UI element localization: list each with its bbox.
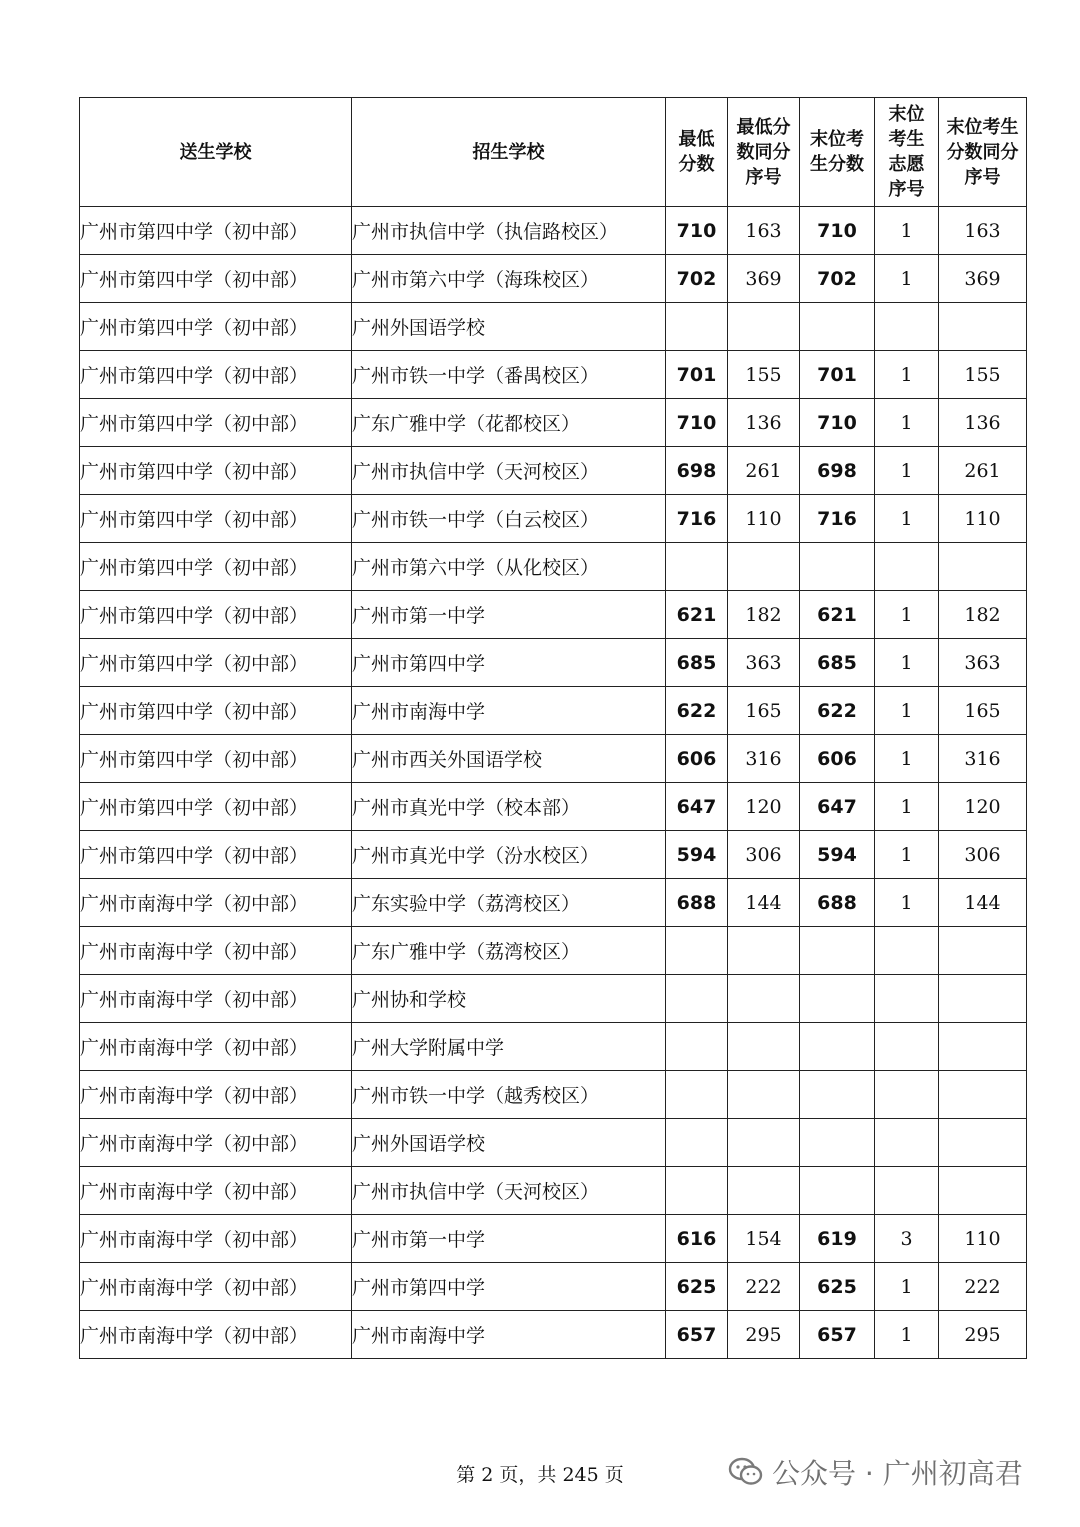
cell-last-score-rank: 261 [939, 447, 1027, 495]
cell-min-score-rank: 369 [728, 255, 800, 303]
cell-last-choice-order: 1 [875, 255, 939, 303]
table-row [80, 1119, 1027, 1167]
cell-last-score: 622 [800, 687, 875, 735]
cell-last-score-rank: 144 [939, 879, 1027, 927]
table-row [80, 303, 1027, 351]
table-row [80, 591, 1027, 639]
header-last-score-rank: 末位考生 分数同分 序号 [939, 98, 1027, 207]
cell-last-choice-order [875, 1071, 939, 1119]
cell-admitting-school: 广州市真光中学（校本部） [352, 783, 666, 831]
cell-last-choice-order [875, 1023, 939, 1071]
cell-admitting-school: 广州市执信中学（天河校区） [352, 447, 666, 495]
cell-last-score [800, 543, 875, 591]
cell-last-score-rank [939, 975, 1027, 1023]
cell-min-score-rank [728, 543, 800, 591]
cell-last-score [800, 1119, 875, 1167]
cell-last-choice-order: 1 [875, 447, 939, 495]
cell-last-choice-order: 1 [875, 879, 939, 927]
cell-last-choice-order [875, 1119, 939, 1167]
cell-last-score-rank [939, 1119, 1027, 1167]
cell-min-score: 710 [666, 207, 728, 255]
cell-last-score [800, 1023, 875, 1071]
cell-last-choice-order: 1 [875, 1263, 939, 1311]
cell-last-score [800, 1167, 875, 1215]
cell-last-score-rank [939, 303, 1027, 351]
cell-min-score [666, 543, 728, 591]
cell-admitting-school: 广州市第一中学 [352, 591, 666, 639]
cell-min-score [666, 1119, 728, 1167]
cell-last-choice-order: 1 [875, 687, 939, 735]
cell-sending-school: 广州市第四中学（初中部） [80, 255, 352, 303]
page-number: 第 2 页，共 245 页 [456, 1464, 624, 1486]
cell-sending-school: 广州市南海中学（初中部） [80, 1167, 352, 1215]
cell-admitting-school: 广州市西关外国语学校 [352, 735, 666, 783]
cell-admitting-school: 广州市铁一中学（越秀校区） [352, 1071, 666, 1119]
cell-admitting-school: 广州市南海中学 [352, 687, 666, 735]
cell-min-score-rank [728, 1071, 800, 1119]
cell-last-choice-order: 1 [875, 1311, 939, 1359]
cell-last-score: 701 [800, 351, 875, 399]
cell-admitting-school: 广州市执信中学（执信路校区） [352, 207, 666, 255]
cell-min-score-rank [728, 1167, 800, 1215]
cell-min-score-rank [728, 975, 800, 1023]
table-body [80, 207, 1027, 1359]
cell-min-score-rank: 154 [728, 1215, 800, 1263]
cell-min-score-rank [728, 1119, 800, 1167]
cell-last-score [800, 975, 875, 1023]
cell-sending-school: 广州市第四中学（初中部） [80, 447, 352, 495]
cell-min-score [666, 975, 728, 1023]
cell-last-choice-order [875, 975, 939, 1023]
cell-last-score-rank: 316 [939, 735, 1027, 783]
cell-min-score-rank [728, 1023, 800, 1071]
cell-min-score-rank: 144 [728, 879, 800, 927]
cell-last-score: 625 [800, 1263, 875, 1311]
cell-last-score: 621 [800, 591, 875, 639]
cell-admitting-school: 广州市第六中学（海珠校区） [352, 255, 666, 303]
table-row [80, 639, 1027, 687]
cell-min-score-rank [728, 303, 800, 351]
cell-last-choice-order: 1 [875, 591, 939, 639]
cell-last-score-rank [939, 1167, 1027, 1215]
cell-last-choice-order [875, 543, 939, 591]
cell-admitting-school: 广州大学附属中学 [352, 1023, 666, 1071]
header-min-score-rank: 最低分 数同分 序号 [728, 98, 800, 207]
cell-last-score: 647 [800, 783, 875, 831]
table-row [80, 879, 1027, 927]
cell-admitting-school: 广州市第一中学 [352, 1215, 666, 1263]
table-row [80, 255, 1027, 303]
cell-sending-school: 广州市第四中学（初中部） [80, 735, 352, 783]
cell-last-score-rank: 295 [939, 1311, 1027, 1359]
cell-min-score-rank: 182 [728, 591, 800, 639]
cell-admitting-school: 广州市真光中学（汾水校区） [352, 831, 666, 879]
cell-last-choice-order: 1 [875, 399, 939, 447]
admission-table [79, 97, 1027, 1359]
cell-last-score-rank [939, 1023, 1027, 1071]
table-row [80, 543, 1027, 591]
cell-sending-school: 广州市南海中学（初中部） [80, 879, 352, 927]
cell-min-score-rank: 155 [728, 351, 800, 399]
table-row [80, 495, 1027, 543]
cell-min-score: 657 [666, 1311, 728, 1359]
table-row [80, 1263, 1027, 1311]
header-admitting-school: 招生学校 [352, 98, 666, 207]
cell-last-score: 698 [800, 447, 875, 495]
cell-min-score: 594 [666, 831, 728, 879]
cell-sending-school: 广州市南海中学（初中部） [80, 1119, 352, 1167]
cell-last-score-rank [939, 927, 1027, 975]
cell-min-score: 625 [666, 1263, 728, 1311]
cell-min-score-rank: 163 [728, 207, 800, 255]
cell-min-score-rank [728, 927, 800, 975]
cell-min-score: 622 [666, 687, 728, 735]
cell-admitting-school: 广州外国语学校 [352, 1119, 666, 1167]
cell-admitting-school: 广东广雅中学（荔湾校区） [352, 927, 666, 975]
cell-min-score-rank: 261 [728, 447, 800, 495]
table-row [80, 1167, 1027, 1215]
cell-last-choice-order [875, 1167, 939, 1215]
cell-last-score: 710 [800, 207, 875, 255]
cell-last-score-rank: 369 [939, 255, 1027, 303]
cell-last-score-rank [939, 1071, 1027, 1119]
cell-min-score-rank: 295 [728, 1311, 800, 1359]
cell-admitting-school: 广州市第六中学（从化校区） [352, 543, 666, 591]
cell-last-score-rank: 363 [939, 639, 1027, 687]
cell-min-score [666, 1023, 728, 1071]
cell-last-score-rank: 110 [939, 495, 1027, 543]
table-row [80, 735, 1027, 783]
table-row [80, 1311, 1027, 1359]
cell-min-score [666, 303, 728, 351]
table-row [80, 783, 1027, 831]
cell-sending-school: 广州市南海中学（初中部） [80, 1071, 352, 1119]
cell-min-score: 621 [666, 591, 728, 639]
cell-sending-school: 广州市第四中学（初中部） [80, 591, 352, 639]
cell-last-choice-order: 1 [875, 831, 939, 879]
cell-last-score-rank: 163 [939, 207, 1027, 255]
cell-min-score: 716 [666, 495, 728, 543]
watermark-text: 公众号 · 广州初高君 [772, 1457, 1023, 1490]
cell-min-score: 710 [666, 399, 728, 447]
cell-last-score-rank: 110 [939, 1215, 1027, 1263]
cell-admitting-school: 广东实验中学（荔湾校区） [352, 879, 666, 927]
cell-sending-school: 广州市南海中学（初中部） [80, 975, 352, 1023]
watermark [728, 1452, 1023, 1492]
cell-last-choice-order: 1 [875, 639, 939, 687]
wechat-icon [728, 1457, 764, 1487]
cell-last-score-rank: 182 [939, 591, 1027, 639]
header-last-choice-order: 末位 考生 志愿 序号 [875, 98, 939, 207]
cell-last-score: 619 [800, 1215, 875, 1263]
cell-min-score [666, 1167, 728, 1215]
cell-min-score-rank: 222 [728, 1263, 800, 1311]
table-row [80, 975, 1027, 1023]
cell-last-choice-order: 1 [875, 351, 939, 399]
header-last-score: 末位考 生分数 [800, 98, 875, 207]
cell-min-score-rank: 165 [728, 687, 800, 735]
cell-last-score-rank: 165 [939, 687, 1027, 735]
cell-last-score: 594 [800, 831, 875, 879]
header-min-score: 最低 分数 [666, 98, 728, 207]
cell-last-score-rank: 306 [939, 831, 1027, 879]
cell-admitting-school: 广州市铁一中学（白云校区） [352, 495, 666, 543]
table-row [80, 447, 1027, 495]
cell-min-score-rank: 110 [728, 495, 800, 543]
cell-last-score: 688 [800, 879, 875, 927]
cell-last-score-rank: 120 [939, 783, 1027, 831]
table-row [80, 207, 1027, 255]
cell-last-choice-order [875, 927, 939, 975]
cell-min-score: 701 [666, 351, 728, 399]
cell-last-score-rank [939, 543, 1027, 591]
table-row [80, 1215, 1027, 1263]
cell-min-score: 698 [666, 447, 728, 495]
cell-last-score: 710 [800, 399, 875, 447]
cell-sending-school: 广州市第四中学（初中部） [80, 351, 352, 399]
cell-admitting-school: 广州外国语学校 [352, 303, 666, 351]
cell-sending-school: 广州市第四中学（初中部） [80, 303, 352, 351]
cell-last-choice-order: 3 [875, 1215, 939, 1263]
cell-sending-school: 广州市南海中学（初中部） [80, 1023, 352, 1071]
cell-min-score-rank: 316 [728, 735, 800, 783]
cell-admitting-school: 广州市执信中学（天河校区） [352, 1167, 666, 1215]
cell-admitting-school: 广州市第四中学 [352, 1263, 666, 1311]
cell-sending-school: 广州市第四中学（初中部） [80, 783, 352, 831]
cell-min-score-rank: 363 [728, 639, 800, 687]
cell-min-score: 616 [666, 1215, 728, 1263]
cell-min-score [666, 927, 728, 975]
cell-sending-school: 广州市第四中学（初中部） [80, 687, 352, 735]
cell-last-choice-order: 1 [875, 207, 939, 255]
cell-last-choice-order: 1 [875, 783, 939, 831]
cell-last-score-rank: 136 [939, 399, 1027, 447]
cell-sending-school: 广州市第四中学（初中部） [80, 399, 352, 447]
cell-sending-school: 广州市第四中学（初中部） [80, 207, 352, 255]
cell-last-score-rank: 155 [939, 351, 1027, 399]
cell-sending-school: 广州市南海中学（初中部） [80, 927, 352, 975]
cell-last-choice-order [875, 303, 939, 351]
header-sending-school: 送生学校 [80, 98, 352, 207]
cell-min-score-rank: 136 [728, 399, 800, 447]
cell-last-score: 685 [800, 639, 875, 687]
cell-admitting-school: 广州市第四中学 [352, 639, 666, 687]
cell-min-score: 647 [666, 783, 728, 831]
cell-sending-school: 广州市第四中学（初中部） [80, 831, 352, 879]
cell-admitting-school: 广东广雅中学（花都校区） [352, 399, 666, 447]
cell-last-score [800, 927, 875, 975]
cell-admitting-school: 广州市南海中学 [352, 1311, 666, 1359]
cell-min-score-rank: 306 [728, 831, 800, 879]
cell-admitting-school: 广州市铁一中学（番禺校区） [352, 351, 666, 399]
cell-last-score-rank: 222 [939, 1263, 1027, 1311]
cell-last-score: 657 [800, 1311, 875, 1359]
cell-sending-school: 广州市南海中学（初中部） [80, 1263, 352, 1311]
cell-sending-school: 广州市南海中学（初中部） [80, 1215, 352, 1263]
cell-last-score: 702 [800, 255, 875, 303]
cell-last-score: 606 [800, 735, 875, 783]
cell-last-choice-order: 1 [875, 735, 939, 783]
cell-min-score [666, 1071, 728, 1119]
cell-min-score: 606 [666, 735, 728, 783]
table-row [80, 1071, 1027, 1119]
cell-admitting-school: 广州协和学校 [352, 975, 666, 1023]
table-row [80, 1023, 1027, 1071]
cell-last-score [800, 303, 875, 351]
table-row [80, 831, 1027, 879]
table-row [80, 399, 1027, 447]
cell-sending-school: 广州市南海中学（初中部） [80, 1311, 352, 1359]
cell-last-choice-order: 1 [875, 495, 939, 543]
cell-sending-school: 广州市第四中学（初中部） [80, 495, 352, 543]
cell-last-score: 716 [800, 495, 875, 543]
cell-min-score: 702 [666, 255, 728, 303]
table-row [80, 927, 1027, 975]
cell-min-score: 688 [666, 879, 728, 927]
cell-sending-school: 广州市第四中学（初中部） [80, 543, 352, 591]
cell-sending-school: 广州市第四中学（初中部） [80, 639, 352, 687]
cell-last-score [800, 1071, 875, 1119]
header-row [80, 98, 1027, 207]
table-row [80, 687, 1027, 735]
cell-min-score: 685 [666, 639, 728, 687]
table-row [80, 351, 1027, 399]
cell-min-score-rank: 120 [728, 783, 800, 831]
